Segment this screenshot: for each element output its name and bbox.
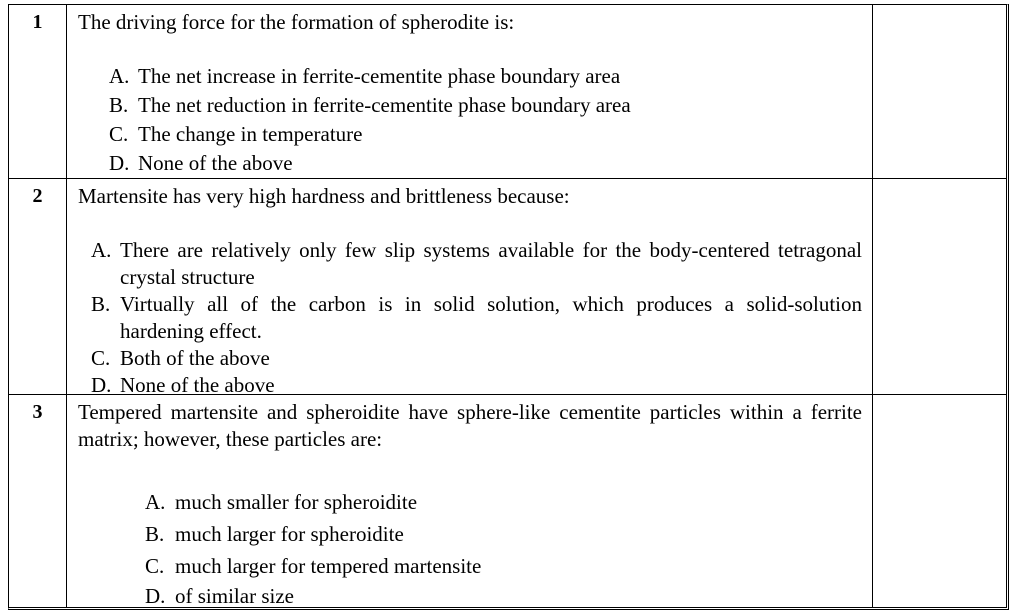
option-letter: C. <box>145 554 165 578</box>
question-cell <box>67 179 873 397</box>
option-a <box>109 63 862 90</box>
option-text: much smaller for spheroidite <box>175 490 418 514</box>
question-row-1 <box>9 5 1006 179</box>
question-row-2 <box>9 179 1006 395</box>
option-text: The net reduction in ferrite-cementite phase boundary area <box>138 93 631 117</box>
option-b <box>109 92 862 119</box>
question-stem: Martensite has very high hardness and brittleness because: <box>78 184 570 208</box>
answer-cell <box>873 395 1006 607</box>
option-text: much larger for tempered martensite <box>175 554 482 578</box>
option-text: There are relatively only few slip systems available for the body-centered tetragonal crystal structure <box>120 238 862 289</box>
option-text: of similar size <box>175 584 294 608</box>
option-letter: B. <box>145 522 165 546</box>
option-text: The change in temperature <box>138 122 363 146</box>
option-b <box>91 291 862 345</box>
answer-cell <box>873 5 1006 178</box>
option-text: None of the above <box>120 373 275 397</box>
option-c <box>109 121 862 148</box>
option-d <box>109 150 862 177</box>
option-b <box>145 521 862 548</box>
option-text: None of the above <box>138 151 293 175</box>
option-letter: A. <box>91 238 112 262</box>
quiz-table <box>8 4 1009 610</box>
option-d <box>145 583 862 610</box>
question-number: 3 <box>9 395 67 607</box>
question-stem: The driving force for the formation of spherodite is: <box>78 10 515 34</box>
option-letter: D. <box>91 373 112 397</box>
option-text: The net increase in ferrite-cementite phase boundary area <box>138 64 621 88</box>
option-c <box>145 553 862 580</box>
option-text: much larger for spheroidite <box>175 522 404 546</box>
question-number: 1 <box>9 5 67 178</box>
option-letter: B. <box>91 292 111 316</box>
option-letter: D. <box>145 584 166 608</box>
option-letter: B. <box>109 93 129 117</box>
question-cell <box>67 395 873 607</box>
option-letter: D. <box>109 151 130 175</box>
option-letter: C. <box>109 122 129 146</box>
option-text: Both of the above <box>120 346 270 370</box>
option-letter: A. <box>109 64 130 88</box>
option-a <box>91 237 862 291</box>
option-text: Virtually all of the carbon is in solid solution, which produces a solid-solution hardening effect. <box>120 292 862 343</box>
question-stem: Tempered martensite and spheroidite have sphere-like cementite particles within a ferrite matrix; however, these particles are: <box>78 400 862 451</box>
option-letter: A. <box>145 490 166 514</box>
option-letter: C. <box>91 346 111 370</box>
option-a <box>145 489 862 516</box>
question-cell <box>67 5 873 178</box>
question-number: 2 <box>9 179 67 394</box>
answer-cell <box>873 179 1006 394</box>
question-row-3 <box>9 395 1006 607</box>
option-c <box>91 345 862 372</box>
